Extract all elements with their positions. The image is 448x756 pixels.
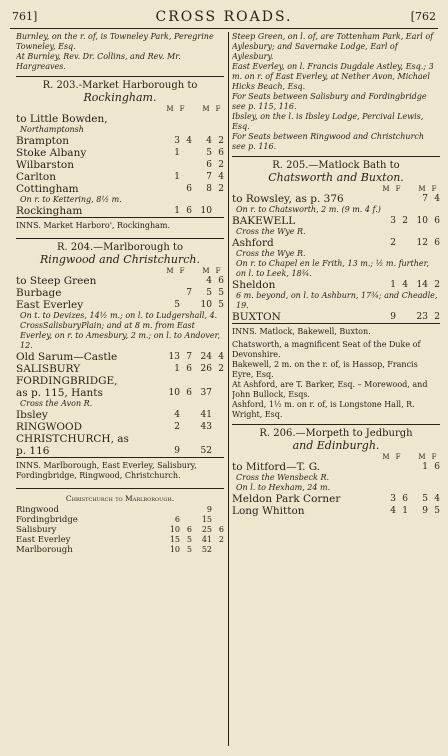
running-title: CROSS ROADS. — [155, 9, 293, 25]
route-note: Cross the Avon R. — [20, 399, 93, 408]
column-head: M — [166, 105, 174, 113]
place-name: East Everley — [16, 299, 84, 311]
place-name: to Mitford—T. G. — [232, 461, 321, 473]
column-divider — [228, 32, 229, 746]
place-name: Ibsley — [16, 409, 48, 421]
route-row — [16, 135, 224, 147]
place-name: Ashford — [232, 237, 274, 249]
miles-total: 7 — [206, 172, 212, 182]
page-header — [10, 8, 438, 29]
miles-between: 2 — [174, 422, 180, 432]
place-name: p. 116 — [16, 445, 50, 457]
place-name: Burbage — [16, 287, 62, 299]
furlongs-between: 6 — [402, 494, 408, 504]
place-name: Long Whitton — [232, 505, 305, 517]
place-name: SALISBURY — [16, 363, 81, 375]
route-row — [232, 215, 440, 227]
furlongs-total: 2 — [218, 364, 224, 374]
furlongs-between: 6 — [186, 364, 192, 374]
miles-total: 9 — [422, 506, 428, 516]
route-note: Cross the Wye R. — [236, 249, 306, 258]
route-row — [16, 515, 224, 525]
miles-between: 6 — [174, 515, 180, 524]
column-head — [188, 267, 200, 275]
miles-between: 13 — [168, 352, 180, 362]
route-note: Northamptonsh — [20, 125, 84, 134]
miles-between: 10 — [169, 525, 180, 534]
route-row — [16, 147, 224, 159]
column-head: M — [418, 185, 426, 193]
route-note: On t. to Devizes, 14½ m.; on l. to Ludgershall, 4. CrossSalisburyPlain; and at 8 m. from East Everley, on r. to Amesbury, 2 m.; on l. to Andover, 12. — [20, 311, 221, 350]
route-row — [232, 493, 440, 505]
place-name: Fordingbridge — [16, 515, 78, 525]
route-note: On l. to Hexham, 24 m. — [236, 483, 331, 492]
miles-between: 4 — [174, 410, 180, 420]
column-head — [404, 453, 416, 461]
miles-total: 23 — [416, 312, 428, 322]
top-note: Steep Green, on l. of, are Tottenham Park, Earl of Aylesbury; and Savernake Lodge, Earl of Aylesbury. — [232, 32, 434, 61]
route-row — [16, 421, 224, 433]
route-row — [16, 525, 224, 535]
route-note: Cross the Wensbeck R. — [236, 473, 330, 482]
miles-between: 9 — [390, 312, 396, 322]
furlongs-between: 7 — [186, 352, 192, 362]
furlongs-total: 4 — [434, 494, 440, 504]
miles-total: 37 — [200, 388, 212, 398]
furlongs-between: 4 — [186, 136, 192, 146]
miles-total: 4 — [206, 136, 212, 146]
route-note: 6 m. beyond, on l. to Ashburn, 17¾; and Cheadle, 19. — [236, 291, 438, 310]
place-name: to Little Bowden, — [16, 113, 108, 125]
miles-total: 9 — [206, 505, 212, 514]
route-title-text: R. 203.-Market Harborough to — [42, 80, 198, 91]
route-row — [16, 545, 224, 555]
route-title — [232, 428, 440, 453]
column-head: F — [431, 453, 437, 461]
route-row — [16, 299, 224, 311]
column-head: M — [202, 267, 210, 275]
miles-total: 26 — [200, 364, 212, 374]
route-row — [16, 375, 224, 387]
furlongs-between: 4 — [402, 280, 408, 290]
place-name: RINGWOOD — [16, 421, 83, 433]
place-name: Carlton — [16, 171, 56, 183]
seat-note: Bakewell, 2 m. on the r. of, is Hassop, Francis Eyre, Esq. — [232, 360, 418, 379]
furlongs-total: 4 — [434, 194, 440, 204]
route-row — [232, 311, 440, 323]
inns-list: INNS. Market Harboro', Rockingham. — [16, 217, 224, 234]
top-note: At Burnley, Rev. Dr. Collins, and Rev. Mr. Hargreaves. — [16, 52, 181, 71]
route-row — [232, 193, 440, 205]
route-note: On r. to Kettering, 8½ m. — [20, 195, 122, 204]
furlongs-between: 5 — [186, 545, 192, 554]
miles-total: 5 — [422, 494, 428, 504]
route-section — [16, 76, 224, 234]
left-column — [16, 32, 224, 750]
miles-total: 24 — [200, 352, 212, 362]
furlongs-total: 2 — [434, 280, 440, 290]
miles-total: 12 — [416, 238, 428, 248]
furlongs-between: 5 — [186, 535, 192, 544]
distance-header — [232, 185, 440, 193]
place-name: BUXTON — [232, 311, 281, 323]
miles-total: 4 — [206, 276, 212, 286]
inns-list: INNS. Marlborough, East Everley, Salisbury, Fordingbridge, Ringwood, Christchurch. — [16, 457, 224, 484]
place-name: to Rowsley, as p. 376 — [232, 193, 344, 205]
miles-between: 1 — [174, 148, 180, 158]
furlongs-total: 5 — [218, 288, 224, 298]
seat-note: Chatsworth, a magnificent Seat of the Duke of Devonshire. — [232, 340, 421, 359]
furlongs-between: 1 — [402, 506, 408, 516]
book-page — [6, 6, 442, 750]
route-row — [16, 113, 224, 125]
page-number-right: [762 — [410, 10, 436, 23]
furlongs-total: 5 — [218, 300, 224, 310]
route-row — [16, 363, 224, 375]
route-row — [232, 237, 440, 249]
route-section — [232, 156, 440, 420]
furlongs-total: 6 — [218, 525, 224, 534]
miles-between: 5 — [174, 300, 180, 310]
column-head: F — [431, 185, 437, 193]
column-head: M — [382, 185, 390, 193]
miles-between: 10 — [169, 545, 180, 554]
route-section — [232, 424, 440, 517]
column-head: F — [179, 267, 185, 275]
place-name: Sheldon — [232, 279, 276, 291]
route-row — [232, 505, 440, 517]
place-name: Cottingham — [16, 183, 79, 195]
place-name: Ringwood — [16, 505, 59, 515]
miles-between: 1 — [174, 172, 180, 182]
furlongs-between: 7 — [186, 288, 192, 298]
column-head: F — [179, 105, 185, 113]
miles-between: 4 — [390, 506, 396, 516]
distance-header — [16, 267, 224, 275]
furlongs-total: 6 — [218, 276, 224, 286]
route-title-text: R. 206.—Morpeth to Jedburgh — [259, 428, 413, 439]
route-note: On r. to Chapel en le Frith, 13 m.; ½ m. further, on l. to Leek, 18¾. — [236, 259, 430, 278]
place-name: Salisbury — [16, 525, 57, 535]
route-destination: Rockingham. — [83, 91, 157, 104]
route-title-text: R. 205.—Matlock Bath to — [272, 160, 400, 171]
miles-between: 15 — [169, 535, 180, 544]
reverse-table — [16, 488, 224, 555]
column-head: F — [395, 185, 401, 193]
route-row — [16, 287, 224, 299]
route-row — [16, 159, 224, 171]
route-row — [232, 279, 440, 291]
place-name: Brampton — [16, 135, 69, 147]
miles-total: 41 — [201, 535, 212, 544]
top-note: Ibsley, on the l. is Ibsley Lodge, Percival Lewis, Esq. — [232, 112, 424, 131]
route-row — [16, 409, 224, 421]
miles-total: 8 — [206, 184, 212, 194]
place-name: CHRISTCHURCH, as — [16, 433, 129, 445]
route-title — [16, 80, 224, 105]
place-name: as p. 115, Hants — [16, 387, 103, 399]
route-row — [16, 445, 224, 457]
route-title — [232, 160, 440, 185]
column-head — [404, 185, 416, 193]
furlongs-total: 6 — [218, 148, 224, 158]
route-row — [16, 205, 224, 217]
route-row — [232, 461, 440, 473]
top-note: Burnley, on the r. of, is Towneley Park, Peregrine Towneley, Esq. — [16, 32, 214, 51]
seat-note: At Ashford, are T. Barker, Esq. – Morewood, and John Bullock, Esqs. — [232, 380, 428, 399]
reverse-title: Christchurch to Marlborough. — [65, 494, 175, 503]
place-name: to Steep Green — [16, 275, 97, 287]
route-row — [16, 171, 224, 183]
furlongs-total: 2 — [218, 184, 224, 194]
miles-between: 9 — [174, 446, 180, 456]
route-row — [16, 505, 224, 515]
furlongs-total: 6 — [434, 238, 440, 248]
miles-total: 15 — [201, 515, 212, 524]
place-name: Meldon Park Corner — [232, 493, 341, 505]
furlongs-total: 2 — [218, 160, 224, 170]
route-row — [16, 183, 224, 195]
furlongs-total: 6 — [434, 216, 440, 226]
miles-between: 10 — [168, 388, 180, 398]
miles-total: 10 — [200, 300, 212, 310]
place-name: Old Sarum—Castle — [16, 351, 118, 363]
route-destination: Ringwood and Christchurch. — [40, 253, 200, 266]
miles-between: 1 — [390, 280, 396, 290]
column-head: M — [166, 267, 174, 275]
furlongs-between: 6 — [186, 184, 192, 194]
miles-total: 1 — [422, 462, 428, 472]
miles-total: 52 — [201, 545, 212, 554]
distance-header — [232, 453, 440, 461]
column-head: F — [215, 105, 221, 113]
miles-between: 1 — [174, 206, 180, 216]
miles-total: 52 — [200, 446, 212, 456]
miles-total: 7 — [422, 194, 428, 204]
miles-total: 25 — [201, 525, 212, 534]
miles-between: 3 — [174, 136, 180, 146]
miles-between: 2 — [390, 238, 396, 248]
top-note: For Seats between Salisbury and Fordingbridge see p. 115, 116. — [232, 92, 427, 111]
route-row — [16, 351, 224, 363]
furlongs-total: 6 — [434, 462, 440, 472]
miles-total: 10 — [416, 216, 428, 226]
column-head: M — [418, 453, 426, 461]
column-head — [188, 105, 200, 113]
route-destination: Chatsworth and Buxton. — [268, 171, 404, 184]
route-title — [16, 242, 224, 267]
route-row — [16, 535, 224, 545]
route-destination: and Edinburgh. — [292, 439, 380, 452]
route-section — [16, 238, 224, 484]
furlongs-total: 4 — [218, 172, 224, 182]
route-row — [16, 275, 224, 287]
miles-total: 41 — [200, 410, 212, 420]
right-column — [232, 32, 440, 750]
place-name: FORDINGBRIDGE, — [16, 375, 118, 387]
place-name: Rockingham — [16, 205, 83, 217]
miles-total: 5 — [206, 288, 212, 298]
route-note: On r. to Chatsworth, 2 m. (9 m. 4 f.) — [236, 205, 381, 214]
route-row — [16, 433, 224, 445]
route-title-text: R. 204.—Marlborough to — [56, 242, 184, 253]
column-head: F — [395, 453, 401, 461]
furlongs-between: 6 — [186, 206, 192, 216]
seat-note: Ashford, 1½ m. on r. of, is Longstone Hall, R. Wright, Esq. — [232, 400, 415, 419]
miles-between: 3 — [390, 216, 396, 226]
furlongs-total: 2 — [218, 535, 224, 544]
furlongs-between: 6 — [186, 388, 192, 398]
miles-total: 6 — [206, 160, 212, 170]
place-name: Marlborough — [16, 545, 73, 555]
route-row — [16, 387, 224, 399]
furlongs-between: 2 — [402, 216, 408, 226]
miles-total: 14 — [416, 280, 428, 290]
miles-total: 43 — [200, 422, 212, 432]
miles-between: 3 — [390, 494, 396, 504]
route-note: Cross the Wye R. — [236, 227, 306, 236]
place-name: East Everley — [16, 535, 71, 545]
column-head: M — [382, 453, 390, 461]
top-note: East Everley, on l. Francis Dugdale Astley, Esq.; 3 m. on r. of East Everley, at Nether Avon, Michael Hicks Beach, Esq. — [232, 62, 434, 91]
furlongs-total: 5 — [434, 506, 440, 516]
page-number-left: 761] — [12, 10, 38, 23]
place-name: Wilbarston — [16, 159, 75, 171]
column-head: M — [202, 105, 210, 113]
furlongs-total: 4 — [218, 352, 224, 362]
miles-between: 1 — [174, 364, 180, 374]
miles-total: 10 — [200, 206, 212, 216]
inns-list: INNS. Matlock, Bakewell, Buxton. — [232, 323, 440, 340]
furlongs-total: 2 — [434, 312, 440, 322]
column-head: F — [215, 267, 221, 275]
place-name: Stoke Albany — [16, 147, 87, 159]
place-name: BAKEWELL — [232, 215, 296, 227]
furlongs-total: 2 — [218, 136, 224, 146]
furlongs-between: 6 — [186, 525, 192, 534]
distance-header — [16, 105, 224, 113]
top-note: For Seats between Ringwood and Christchurch see p. 116. — [232, 132, 425, 151]
miles-total: 5 — [206, 148, 212, 158]
